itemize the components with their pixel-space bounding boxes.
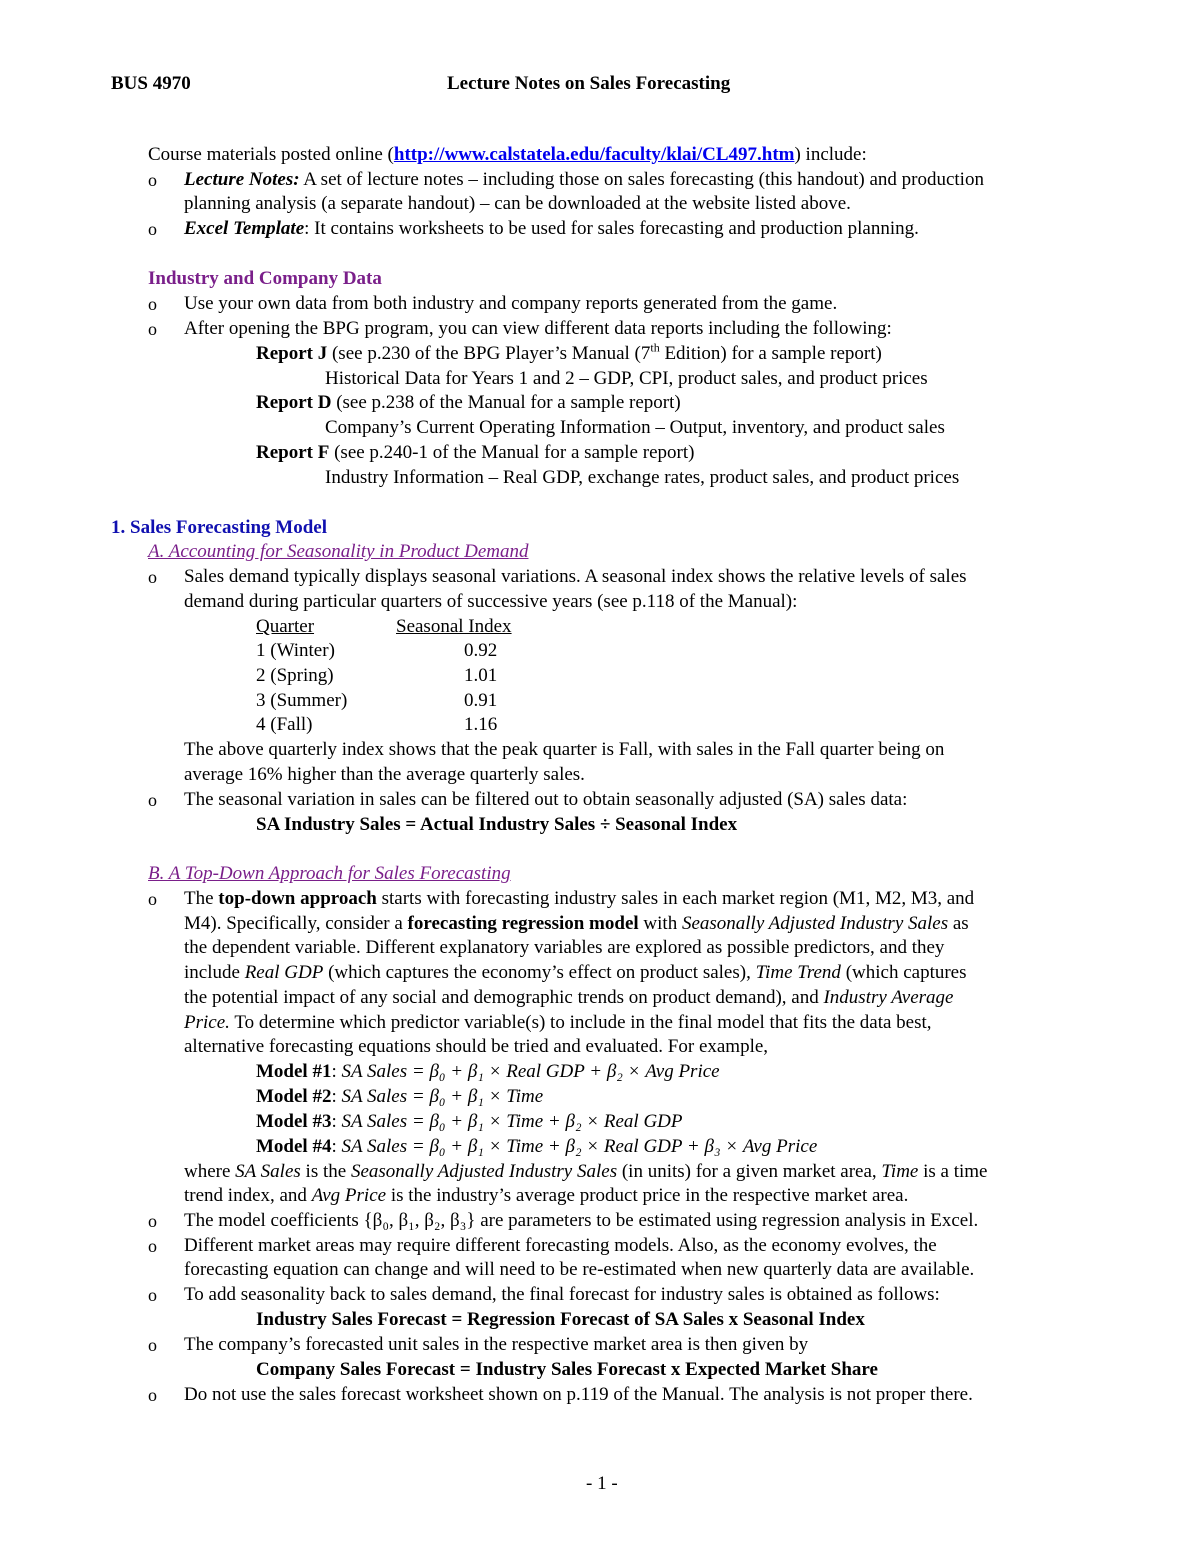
bullet-icon: o — [148, 170, 157, 190]
table-header-seasonal-index: Seasonal Index — [396, 616, 512, 637]
top-down-line2: M4). Specifically, consider a forecasting regression model with Seasonally Adjusted Industry Sales as — [184, 913, 969, 934]
section-1-heading: 1. Sales Forecasting Model — [111, 517, 328, 538]
table-cell-quarter: 2 (Spring) — [256, 665, 334, 686]
industry-heading: Industry and Company Data — [148, 268, 382, 289]
model-1-equation: SA Sales = β₀ + β₁ × Real GDP + β₂ × Avg Price — [341, 1061, 720, 1082]
intro-bullet-lecture-notes-cont: planning analysis (a separate handout) – can be downloaded at the website listed above. — [184, 193, 851, 214]
peak-quarter-note-line1: The above quarterly index shows that the peak quarter is Fall, with sales in the Fall quarter being on — [184, 739, 945, 760]
intro-bullet-excel-template: Excel Template: It contains worksheets to be used for sales forecasting and production planning. — [184, 218, 919, 239]
bullet-icon: o — [148, 1385, 157, 1405]
table-cell-quarter: 3 (Summer) — [256, 690, 348, 711]
intro-line: Course materials posted online (http://www.calstatela.edu/faculty/klai/CL497.htm) include: — [148, 144, 867, 165]
subsection-a-heading: A. Accounting for Seasonality in Product Demand — [148, 541, 529, 562]
industry-bullet-2: After opening the BPG program, you can view different data reports including the following: — [184, 318, 892, 339]
report-j-description: Historical Data for Years 1 and 2 – GDP, CPI, product sales, and product prices — [325, 368, 928, 389]
report-f-description: Industry Information – Real GDP, exchange rates, product sales, and product prices — [325, 467, 960, 488]
table-header-quarter: Quarter — [256, 616, 315, 637]
top-down-line4: include Real GDP (which captures the economy’s effect on product sales), Time Trend (which captures — [184, 962, 967, 983]
course-materials-link[interactable]: http://www.calstatela.edu/faculty/klai/CL497.htm — [393, 144, 795, 165]
seasonality-bullet-line2: demand during particular quarters of successive years (see p.118 of the Manual): — [184, 591, 798, 612]
market-areas-bullet-line2: forecasting equation can change and will need to be re-estimated when new quarterly data are available. — [184, 1259, 975, 1280]
top-down-line5: the potential impact of any social and demographic trends on product demand), and Industry Average — [184, 987, 954, 1008]
table-cell-index: 0.92 — [464, 640, 498, 661]
bullet-icon: o — [148, 294, 157, 314]
top-down-line6: Price. To determine which predictor variable(s) to include in the final model that fits the data best, — [184, 1012, 932, 1033]
worksheet-warning-bullet: Do not use the sales forecast worksheet shown on p.119 of the Manual. The analysis is not proper there. — [184, 1384, 973, 1405]
company-forecast-formula: Company Sales Forecast = Industry Sales Forecast x Expected Market Share — [256, 1359, 878, 1380]
model-2-equation: SA Sales = β₀ + β₁ × Time — [341, 1086, 544, 1107]
subsection-b-heading: B. A Top-Down Approach for Sales Forecasting — [148, 863, 511, 884]
bullet-icon: o — [148, 567, 157, 587]
bullet-icon: o — [148, 889, 157, 909]
peak-quarter-note-line2: average 16% higher than the average quarterly sales. — [184, 764, 585, 785]
seasonality-bullet-line1: Sales demand typically displays seasonal variations. A seasonal index shows the relative levels of sales — [184, 566, 967, 587]
document-title: Lecture Notes on Sales Forecasting — [447, 73, 731, 94]
page-number: - 1 - — [586, 1473, 618, 1494]
seasonality-back-bullet: To add seasonality back to sales demand, the final forecast for industry sales is obtained as follows: — [184, 1284, 940, 1305]
bullet-icon: o — [148, 790, 157, 810]
table-cell-quarter: 4 (Fall) — [256, 714, 313, 735]
where-line2: trend index, and Avg Price is the industry’s average product price in the respective market area. — [184, 1185, 909, 1206]
industry-forecast-formula: Industry Sales Forecast = Regression Forecast of SA Sales x Seasonal Index — [256, 1309, 865, 1330]
coefficients-bullet: The model coefficients {β₀, β₁, β₂, β₃} are parameters to be estimated using regression analysis in Excel. — [184, 1210, 979, 1231]
bullet-icon: o — [148, 1335, 157, 1355]
model-1: Model #1: SA Sales = β₀ + β₁ × Real GDP + β₂ × Avg Price — [256, 1061, 720, 1082]
market-areas-bullet-line1: Different market areas may require different forecasting models. Also, as the economy evolves, the — [184, 1235, 937, 1256]
seasonal-adjustment-bullet: The seasonal variation in sales can be filtered out to obtain seasonally adjusted (SA) sales data: — [184, 789, 908, 810]
bullet-icon: o — [148, 319, 157, 339]
bullet-icon: o — [148, 1285, 157, 1305]
course-code: BUS 4970 — [111, 73, 191, 94]
model-3-equation: SA Sales = β₀ + β₁ × Time + β₂ × Real GDP — [341, 1111, 683, 1132]
top-down-line1: The top-down approach starts with forecasting industry sales in each market region (M1, M2, M3, and — [184, 888, 975, 909]
report-j: Report J (see p.230 of the BPG Player’s Manual (7th Edition) for a sample report) — [256, 340, 882, 364]
model-4-equation: SA Sales = β₀ + β₁ × Time + β₂ × Real GDP + β₃ × Avg Price — [341, 1136, 818, 1157]
top-down-line3: the dependent variable. Different explanatory variables are explored as possible predictors, and they — [184, 937, 945, 958]
report-f: Report F (see p.240-1 of the Manual for a sample report) — [256, 442, 695, 463]
model-3: Model #3: SA Sales = β₀ + β₁ × Time + β₂ × Real GDP — [256, 1111, 683, 1132]
bullet-icon: o — [148, 1211, 157, 1231]
industry-bullet-1: Use your own data from both industry and company reports generated from the game. — [184, 293, 838, 314]
top-down-line7: alternative forecasting equations should be tried and evaluated. For example, — [184, 1036, 769, 1057]
table-cell-index: 1.01 — [464, 665, 498, 686]
model-2: Model #2: SA Sales = β₀ + β₁ × Time — [256, 1086, 544, 1107]
where-line1: where SA Sales is the Seasonally Adjusted Industry Sales (in units) for a given market area, Time is a time — [184, 1161, 988, 1182]
sa-sales-formula: SA Industry Sales = Actual Industry Sales ÷ Seasonal Index — [256, 814, 738, 835]
table-cell-quarter: 1 (Winter) — [256, 640, 335, 661]
report-d: Report D (see p.238 of the Manual for a sample report) — [256, 392, 681, 413]
model-4: Model #4: SA Sales = β₀ + β₁ × Time + β₂ × Real GDP + β₃ × Avg Price — [256, 1136, 818, 1157]
intro-bullet-lecture-notes: Lecture Notes: A set of lecture notes – including those on sales forecasting (this handout) and production — [184, 169, 984, 190]
table-cell-index: 1.16 — [464, 714, 498, 735]
company-forecast-bullet: The company’s forecasted unit sales in the respective market area is then given by — [184, 1334, 809, 1355]
report-d-description: Company’s Current Operating Information – Output, inventory, and product sales — [325, 417, 945, 438]
table-cell-index: 0.91 — [464, 690, 498, 711]
bullet-icon: o — [148, 1236, 157, 1256]
bullet-icon: o — [148, 219, 157, 239]
